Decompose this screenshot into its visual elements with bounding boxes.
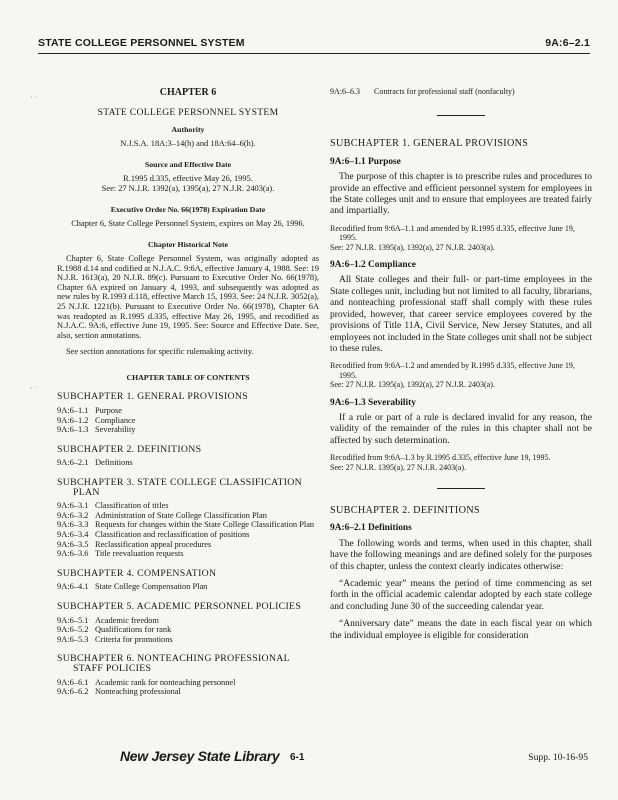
see-annotations: See section annotations for specific rulemaking activity. xyxy=(66,347,254,357)
toc-item-number: 9A:6–3.1 xyxy=(57,501,89,511)
source-text: R.1995 d.335, effective May 26, 1995. xyxy=(123,173,253,183)
toc-item-number: 9A:6–5.3 xyxy=(57,634,89,644)
chapter-title: STATE COLLEGE PERSONNEL SYSTEM xyxy=(97,106,279,118)
toc-subchapter-title: SUBCHAPTER 5. ACADEMIC PERSONNEL POLICIES xyxy=(57,600,302,612)
page-footer xyxy=(0,748,618,778)
right-column xyxy=(330,86,592,648)
toc-item xyxy=(57,458,319,468)
toc-item xyxy=(57,540,319,550)
toc-item-number: 9A:6–3.3 xyxy=(57,520,89,530)
header-rule xyxy=(38,53,590,54)
toc-item-number: 9A:6–6.2 xyxy=(57,687,89,697)
toc-item xyxy=(57,625,319,635)
section-divider xyxy=(437,488,485,489)
toc-item-title: Qualifications for rank xyxy=(95,625,172,635)
toc-item-title: Contracts for professional staff (nonfaculty) xyxy=(374,87,515,96)
authority-heading: Authority xyxy=(171,125,205,135)
toc-item-title: Academic freedom xyxy=(95,615,159,625)
toc-item-number: 9A:6–4.1 xyxy=(57,582,89,592)
toc-item-number: 9A:6–5.1 xyxy=(57,615,89,625)
history-text: Chapter 6, State College Personnel System, was originally adopted as R.1988 d.14 and codified at N.J.A.C. 9:6A, effective January 4, 1988. See: 19 N.J.R. 1613(a), 20 N.J.R. 89(c). Pursuant to Executive Order No. 66(1978), Chapter 6A expired on January 4, 1993, and subsequently was adopted as new rules by R.1993 d.118, effective March 15, 1993. See: 24 N.J.R. 3052(a), 25 N.J.R. 1221(b). Pursuant to Executive Order No. 66(1978), Chapter 6A was readopted as R.1995 d.335, effective May 26, 1995, and recodified as N.J.A.C. 9A:6, effective June 19, 1995. See: Source and Effective Date. See, also, section annotations. xyxy=(57,253,319,340)
header-section-number: 9A:6–2.1 xyxy=(545,37,590,49)
page-number: 6-1 xyxy=(290,752,305,763)
source-heading: Source and Effective Date xyxy=(144,160,232,170)
toc-item xyxy=(57,406,319,416)
toc-item xyxy=(57,549,319,559)
definition-anniversary-date: “Anniversary date” means the date in each fiscal year on which the individual employee is eligible for consideration xyxy=(330,619,592,641)
section-1-3-see: See: 27 N.J.R. 1395(a), 27 N.J.R. 2403(a). xyxy=(330,462,466,472)
eo-text: Chapter 6, State College Personnel System, expires on May 26, 1996. xyxy=(71,218,305,228)
subchapter-1-title: SUBCHAPTER 1. GENERAL PROVISIONS xyxy=(330,138,529,150)
toc-item-number: 9A:6–3.6 xyxy=(57,549,89,559)
toc-item xyxy=(57,635,319,645)
scan-mark: · · xyxy=(30,93,38,102)
history-heading: Chapter Historical Note xyxy=(148,240,228,250)
toc-item-title: Reclassification appeal procedures xyxy=(95,539,212,549)
toc-item-title: Nonteaching professional xyxy=(95,687,181,697)
section-1-2-see: See: 27 N.J.R. 1395(a), 1392(a), 27 N.J.R. 2403(a). xyxy=(330,380,495,390)
toc-item xyxy=(57,501,319,511)
toc-subchapter-title: SUBCHAPTER 6. NONTEACHING PROFESSIONAL STAFF POLICIES xyxy=(57,653,290,674)
toc-item-number: 9A:6–6.1 xyxy=(57,677,89,687)
toc-item xyxy=(57,687,319,697)
toc-item-title: Classification and reclassification of positions xyxy=(95,530,250,539)
subchapter-2-title: SUBCHAPTER 2. DEFINITIONS xyxy=(330,504,480,516)
library-stamp: New Jersey State Library xyxy=(120,748,280,764)
eo-heading: Executive Order No. 66(1978) Expiration Date xyxy=(110,205,266,215)
section-1-1-see: See: 27 N.J.R. 1395(a), 1392(a), 27 N.J.R. 2403(a). xyxy=(330,242,495,252)
toc-item-title: State College Compensation Plan xyxy=(95,582,208,592)
section-1-3-note: Recodified from 9:6A–1.3 by R.1995 d.335, effective June 19, 1995. xyxy=(330,453,551,463)
toc-item xyxy=(57,616,319,626)
section-divider xyxy=(437,115,485,116)
toc-item-title: Purpose xyxy=(95,406,122,416)
section-1-1-heading: 9A:6–1.1 Purpose xyxy=(330,156,401,167)
toc-item-title: Title reevaluation requests xyxy=(95,549,184,559)
header-title: STATE COLLEGE PERSONNEL SYSTEM xyxy=(38,37,245,49)
toc-subchapter-title: SUBCHAPTER 3. STATE COLLEGE CLASSIFICATION PLAN xyxy=(57,477,303,498)
chapter-number: CHAPTER 6 xyxy=(159,87,217,98)
section-1-2-body: All State colleges and their full- or part-time employees in the State colleges unit, including but not limited to all faculty, librarians, and nonteaching professional staff shall comply with these rules provided, however, that career service employees covered by the provisions of Title 11A, Civil Service, New Jersey Statutes, and all employees not included in the State colleges unit shall not be subject to these rules. xyxy=(330,275,592,354)
toc-item-title: Classification of titles xyxy=(95,501,169,511)
section-1-2-note: Recodified from 9:6A–1.2 and amended by R.1995 d.335, effective June 19, 1995. xyxy=(330,361,575,380)
toc-item-title: Administration of State College Classification Plan xyxy=(95,510,267,520)
toc-subchapter-title: SUBCHAPTER 2. DEFINITIONS xyxy=(57,443,202,455)
toc-item-number: 9A:6–3.5 xyxy=(57,539,89,549)
toc-item xyxy=(57,530,319,540)
toc-item-title: Criteria for promotions xyxy=(95,634,173,644)
toc-item-title: Definitions xyxy=(95,458,133,468)
toc-item xyxy=(57,416,319,426)
section-1-2-heading: 9A:6–1.2 Compliance xyxy=(330,260,416,271)
toc-item-number: 9A:6–1.2 xyxy=(57,415,89,425)
table-of-contents xyxy=(57,392,319,696)
toc-heading: CHAPTER TABLE OF CONTENTS xyxy=(126,372,250,382)
running-header xyxy=(38,37,590,53)
left-column xyxy=(57,86,319,697)
toc-item-number: 9A:6–1.3 xyxy=(57,425,89,435)
toc-subchapter-title: SUBCHAPTER 1. GENERAL PROVISIONS xyxy=(57,391,249,403)
toc-item-title: Academic rank for nonteaching personnel xyxy=(95,677,236,687)
toc-item-title: Compliance xyxy=(95,415,136,425)
section-1-3-body: If a rule or part of a rule is declared invalid for any reason, the validity of the remainder of the rules in this chapter shall not be affected by such determination. xyxy=(330,412,592,446)
source-see: See: 27 N.J.R. 1392(a), 1395(a), 27 N.J.R. 2403(a). xyxy=(101,183,275,193)
toc-subchapter-title: SUBCHAPTER 4. COMPENSATION xyxy=(57,567,217,579)
toc-item-number: 9A:6–3.4 xyxy=(57,530,89,539)
toc-item-number: 9A:6–2.1 xyxy=(57,458,89,468)
section-2-1-body: The following words and terms, when used in this chapter, shall have the following meanings and are defined solely for the purposes of this chapter, unless the context clearly indicates otherwise: xyxy=(330,538,592,572)
toc-item xyxy=(57,520,319,530)
toc-item xyxy=(57,678,319,688)
toc-item-number: 9A:6–3.2 xyxy=(57,510,89,520)
section-2-1-heading: 9A:6–2.1 Definitions xyxy=(330,523,412,534)
scan-mark: - · xyxy=(30,383,38,392)
definition-academic-year: “Academic year” means the period of time commencing as set forth in the official academic calendar adopted by each state college and concluding June 30 of the succeeding calendar year. xyxy=(330,579,592,612)
section-1-1-note: Recodified from 9:6A–1.1 and amended by R.1995 d.335, effective June 19, 1995. xyxy=(330,223,575,243)
toc-item xyxy=(57,425,319,435)
toc-continued-item xyxy=(330,86,592,97)
toc-item-title: Severability xyxy=(95,425,136,435)
toc-item-number: 9A:6–1.1 xyxy=(57,406,89,416)
section-1-1-body: The purpose of this chapter is to prescribe rules and procedures to provide an effective and efficient personnel system for employees in the State colleges unit and to ensure that employees are treated fairly and impartially. xyxy=(330,172,592,217)
toc-item xyxy=(57,582,319,592)
section-1-3-heading: 9A:6–1.3 Severability xyxy=(330,397,416,408)
authority-text: N.J.S.A. 18A:3–14(h) and 18A:64–6(h). xyxy=(120,138,256,148)
toc-item xyxy=(57,511,319,521)
toc-item-number: 9A:6–6.3 xyxy=(330,87,360,96)
toc-item-number: 9A:6–5.2 xyxy=(57,625,89,635)
toc-item-title: Requests for changes within the State College Classification Plan xyxy=(95,520,315,530)
supplement-date: Supp. 10-16-95 xyxy=(528,752,588,763)
